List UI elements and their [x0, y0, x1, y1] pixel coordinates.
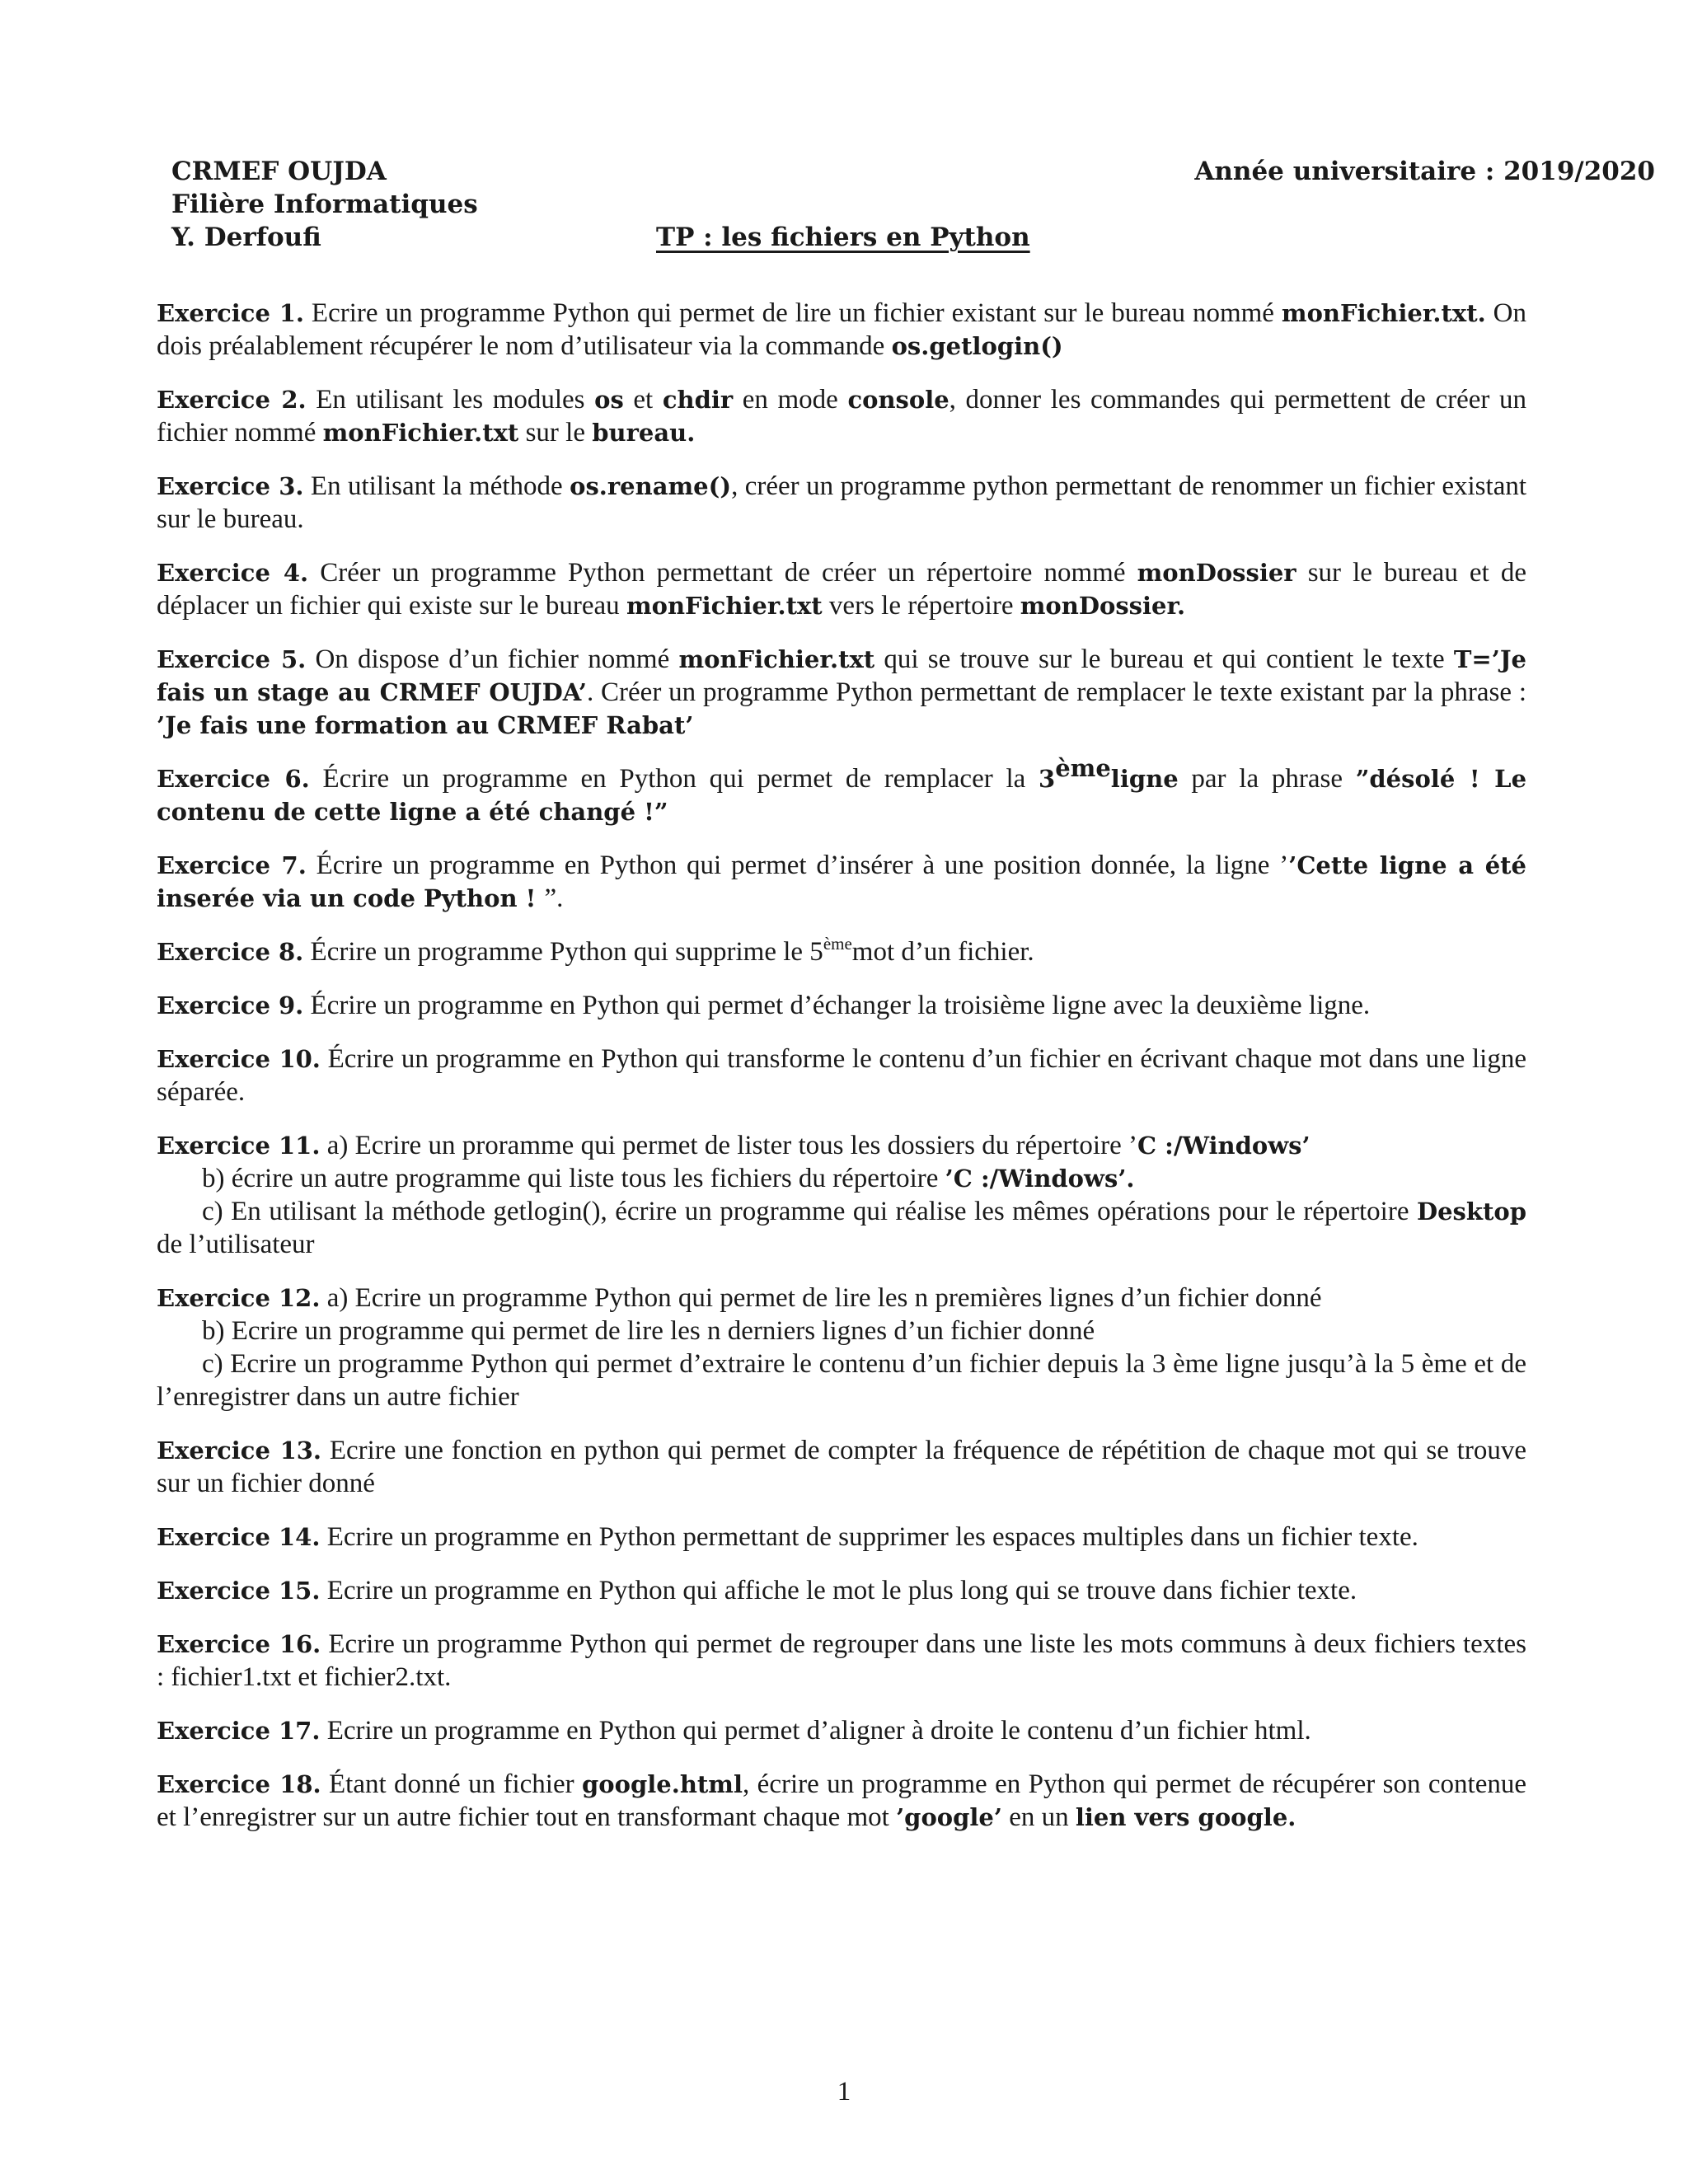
exercise-title: Exercice 18. — [157, 1770, 321, 1798]
exercise-text: Créer un programme Python permettant de créer un répertoire nommé — [308, 558, 1137, 588]
institution-name: CRMEF OUJDA — [171, 157, 387, 186]
exercise-title: Exercice 17. — [157, 1717, 321, 1745]
exercise-text: en mode — [733, 385, 848, 415]
exercise-text: En utilisant la méthode — [303, 471, 570, 501]
exercise-text: Ecrire un programme en Python permettant de supprimer les espaces multiples dans un fichier texte. — [320, 1522, 1418, 1552]
bold-term: os.getlogin() — [891, 332, 1063, 360]
bold-term: ’Je fais une formation au CRMEF Rabat’ — [157, 711, 694, 739]
exercise-11 — [157, 1129, 1526, 1261]
exercise-text: sur le bureau et de déplacer un fichier qui existe sur le bureau — [157, 558, 1526, 621]
exercise-title: Exercice 2. — [157, 386, 307, 414]
bold-term: ’google’ — [896, 1803, 1002, 1831]
exercise-part-b — [157, 1162, 1526, 1195]
exercise-text: On dispose d’un fichier nommé — [306, 644, 679, 674]
exercise-text: On dois préalablement récupérer le nom d’utilisateur via la commande — [157, 298, 1526, 361]
exercise-text: mot d’un fichier. — [851, 937, 1034, 967]
exercise-title: Exercice 10. — [157, 1045, 321, 1073]
bold-term: 3 — [1039, 765, 1056, 793]
exercise-text: Ecrire un programme Python qui permet de lire un fichier existant sur le bureau nommé — [303, 298, 1282, 328]
page-number: 1 — [837, 2077, 851, 2107]
bold-term: os — [594, 386, 624, 414]
bold-term: monFichier.txt. — [1281, 299, 1486, 327]
exercise-text: Écrire un programme en Python qui permet d’insérer à une position donnée, la ligne ’ — [306, 851, 1289, 880]
exercise-text: . Créer un programme Python permettant de remplacer le texte existant par la phrase : — [586, 677, 1526, 707]
bold-term: google.html — [582, 1770, 743, 1798]
exercise-17 — [157, 1714, 1526, 1747]
exercise-title: Exercice 1. — [157, 299, 304, 327]
exercise-title: Exercice 5. — [157, 645, 307, 673]
exercise-title: Exercice 9. — [157, 991, 304, 1019]
department-name: Filière Informatiques — [171, 190, 478, 219]
exercise-title: Exercice 16. — [157, 1630, 321, 1658]
bold-term: C :/Windows’ — [1137, 1132, 1311, 1160]
bold-term: chdir — [662, 386, 734, 414]
superscript: ème — [1055, 754, 1111, 782]
exercise-part-b: b) Ecrire un programme qui permet de lire les n derniers lignes d’un fichier donné — [202, 1316, 1095, 1346]
exercise-text: Ecrire un programme Python qui permet de regrouper dans une liste les mots communs à deux fichiers textes : fichier1.txt et fichier2.txt. — [157, 1629, 1526, 1692]
exercise-text: vers le répertoire — [822, 591, 1020, 621]
exercise-text: Écrire un programme en Python qui permet d’échanger la troisième ligne avec la deuxième ligne. — [303, 991, 1371, 1020]
bold-term: ’Cette ligne a été inserée via un code Python ! — [157, 851, 1526, 912]
academic-year: Année universitaire : 2019/2020 — [1194, 157, 1655, 186]
bold-term: Desktop — [1416, 1197, 1526, 1226]
bold-term: os.rename() — [570, 472, 732, 500]
exercise-12 — [157, 1282, 1526, 1413]
bold-term: monFichier.txt — [678, 645, 875, 673]
exercise-title: Exercice 13. — [157, 1436, 322, 1465]
exercise-4 — [157, 556, 1526, 622]
exercise-13 — [157, 1434, 1526, 1500]
exercise-text: qui se trouve sur le bureau et qui contient le texte — [874, 644, 1454, 674]
exercise-text: a) Ecrire un proramme qui permet de lister tous les dossiers du répertoire ’ — [320, 1131, 1137, 1160]
exercise-text: , créer un programme python permettant de renommer un fichier existant sur le bureau. — [157, 471, 1527, 534]
exercise-text: Ecrire un programme en Python qui permet d’aligner à droite le contenu d’un fichier html. — [320, 1716, 1311, 1746]
exercise-text: a) Ecrire un programme Python qui permet de lire les n premières lignes d’un fichier donné — [320, 1283, 1322, 1313]
exercise-part-c: c) Ecrire un programme Python qui permet d’extraire le contenu d’un fichier depuis la 3 ème ligne jusqu’à la 5 ème et de l’enregistrer dans un autre fichier — [157, 1349, 1526, 1412]
exercise-text: sur le — [518, 418, 593, 448]
bold-term: ’C :/Windows’. — [945, 1165, 1135, 1193]
exercise-5 — [157, 643, 1526, 742]
bold-term: T=’Je fais un stage au CRMEF OUJDA’ — [157, 645, 1526, 706]
document-title: TP : les fichiers en Python — [656, 223, 1030, 252]
exercise-3 — [157, 470, 1526, 536]
exercise-title: Exercice 11. — [157, 1132, 321, 1160]
bold-term: ”désolé ! Le contenu de cette ligne a été changé !” — [157, 765, 1527, 826]
exercise-text: b) écrire un autre programme qui liste tous les fichiers du répertoire — [202, 1164, 945, 1193]
exercise-7 — [157, 849, 1526, 915]
author-name: Y. Derfoufi — [171, 223, 321, 252]
exercise-text: ”. — [544, 883, 564, 913]
bold-term: ligne — [1110, 765, 1179, 793]
exercise-text: Ecrire une fonction en python qui permet de compter la fréquence de répétition de chaque mot qui se trouve sur un fichier donné — [157, 1436, 1526, 1498]
exercise-text: par la phrase — [1178, 764, 1356, 794]
exercise-6 — [157, 754, 1527, 828]
exercise-title: Exercice 12. — [157, 1284, 321, 1312]
superscript: ème — [823, 934, 852, 954]
exercise-part-c — [157, 1195, 1526, 1261]
exercise-1 — [157, 297, 1526, 363]
exercise-8 — [157, 935, 1526, 968]
document-header — [171, 155, 1655, 262]
exercise-text: Étant donné un fichier — [321, 1769, 583, 1799]
exercise-text: Écrire un programme en Python qui transforme le contenu d’un fichier en écrivant chaque mot dans une ligne séparée. — [157, 1044, 1526, 1107]
bold-term: console — [847, 386, 950, 414]
exercise-title: Exercice 8. — [157, 938, 304, 966]
exercise-10 — [157, 1043, 1526, 1108]
exercise-15 — [157, 1574, 1526, 1607]
exercise-text: , donner les commandes qui permettent de créer un fichier nommé — [157, 385, 1526, 448]
exercise-16 — [157, 1628, 1526, 1694]
exercise-title: Exercice 6. — [157, 765, 310, 793]
exercise-title: Exercice 15. — [157, 1577, 321, 1605]
exercise-text: en un — [1001, 1802, 1076, 1832]
bold-term: monFichier.txt — [322, 419, 519, 447]
exercise-text: Ecrire un programme en Python qui affiche le mot le plus long qui se trouve dans fichier texte. — [320, 1576, 1357, 1605]
bold-term: monDossier. — [1020, 592, 1186, 620]
exercise-9 — [157, 989, 1526, 1022]
exercise-text: Écrire un programme Python qui supprime le 5 — [303, 937, 823, 967]
exercise-title: Exercice 7. — [157, 851, 307, 879]
exercise-2 — [157, 383, 1526, 449]
exercise-text: de l’utilisateur — [157, 1230, 315, 1259]
exercise-text: et — [623, 385, 663, 415]
exercise-text: Écrire un programme en Python qui permet de remplacer la — [309, 764, 1039, 794]
exercise-title: Exercice 3. — [157, 472, 304, 500]
exercise-text: c) En utilisant la méthode getlogin(), écrire un programme qui réalise les mêmes opérations pour le répertoire — [202, 1197, 1417, 1226]
exercise-list — [157, 297, 1526, 1854]
exercise-14 — [157, 1521, 1526, 1554]
bold-term: lien vers google. — [1075, 1803, 1296, 1831]
bold-term: monFichier.txt — [626, 592, 823, 620]
exercise-text: En utilisant les modules — [306, 385, 595, 415]
exercise-title: Exercice 4. — [157, 559, 309, 587]
exercise-18 — [157, 1768, 1526, 1834]
bold-term: monDossier — [1137, 559, 1296, 587]
exercise-text: , écrire un programme en Python qui permet de récupérer son contenue et l’enregistrer sur un autre fichier tout en transformant chaque mot — [157, 1769, 1526, 1832]
exercise-title: Exercice 14. — [157, 1523, 321, 1551]
bold-term: bureau. — [592, 419, 696, 447]
